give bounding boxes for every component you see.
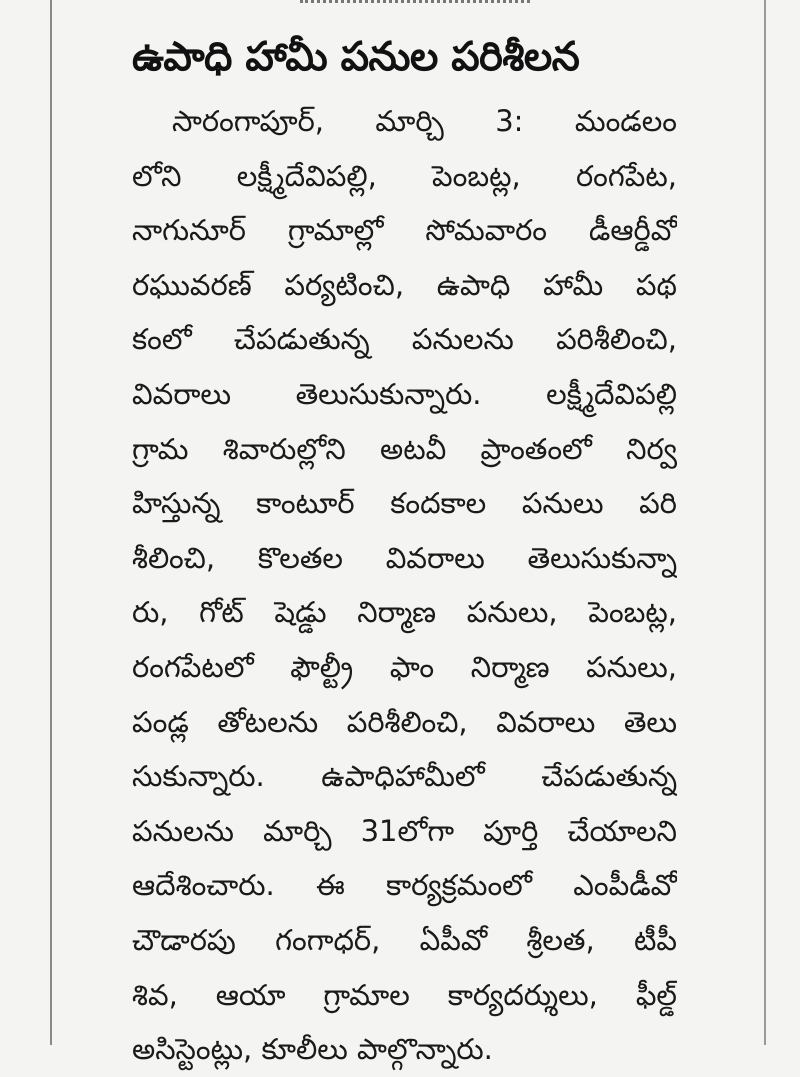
previous-article-edge — [300, 0, 530, 9]
news-article — [132, 30, 677, 1077]
body-line: ఆదేశించారు. ఈ కార్యక్రమంలో ఎంపీడీవో — [132, 868, 677, 903]
body-line: పనులను మార్చి 31లోగా పూర్తి చేయాలని — [132, 813, 677, 848]
body-line: లోని లక్ష్మీదేవిపల్లి, పెంబట్ల, రంగపేట, — [132, 158, 677, 193]
column-rule-right — [764, 0, 766, 1045]
body-line: రఘువరణ్ పర్యటించి, ఉపాధి హామీ పథ — [132, 267, 677, 302]
body-line: వివరాలు తెలుసుకున్నారు. లక్ష్మీదేవిపల్లి — [132, 376, 677, 411]
body-line: రు, గోట్ షెడ్డు నిర్మాణ పనులు, పెంబట్ల, — [132, 595, 677, 630]
body-line: గ్రామ శివారుల్లోని అటవీ ప్రాంతంలో నిర్వ — [132, 431, 677, 466]
body-line: అసిస్టెంట్లు, కూలీలు పాల్గొన్నారు. — [132, 1032, 493, 1067]
body-line: కంలో చేపడుతున్న పనులను పరిశీలించి, — [132, 322, 677, 357]
body-line: సుకున్నారు. ఉపాధిహామీలో చేపడుతున్న — [132, 759, 677, 794]
body-line: పండ్ల తోటలను పరిశీలించి, వివరాలు తెలు — [132, 704, 677, 739]
body-line: సారంగాపూర్, మార్చి 3: మండలం — [172, 104, 677, 138]
body-line: హిస్తున్న కాంటూర్ కందకాల పనులు పరి — [132, 486, 677, 521]
article-body — [132, 94, 677, 1077]
column-rule-left — [50, 0, 52, 1045]
body-line: రంగపేటలో ఫౌల్ట్రీ ఫాం నిర్మాణ పనులు, — [132, 649, 677, 684]
body-line: శీలించి, కొలతల వివరాలు తెలుసుకున్నా — [132, 540, 677, 575]
body-line: చౌడారపు గంగాధర్, ఏపీవో శ్రీలత, టీపీ — [132, 922, 677, 957]
article-headline: ఉపాధి హామీ పనుల పరిశీలన — [132, 34, 580, 80]
body-line: నాగునూర్ గ్రామాల్లో సోమవారం డీఆర్డీవో — [132, 213, 677, 248]
body-line: శివ, ఆయా గ్రామాల కార్యదర్శులు, ఫీల్డ్ — [132, 977, 677, 1012]
